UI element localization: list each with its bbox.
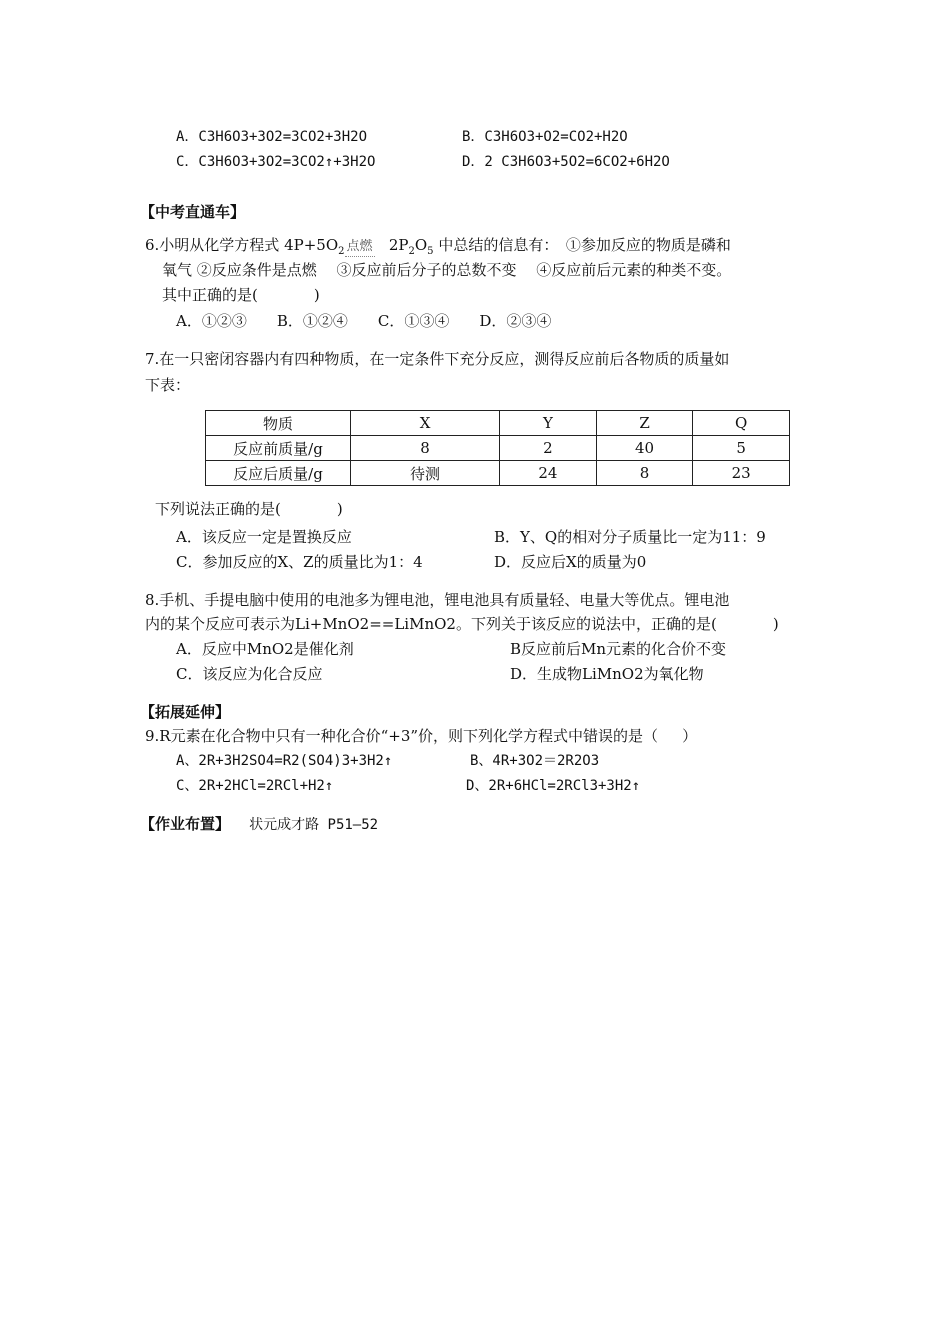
table-cell: 反应前质量/g	[206, 436, 351, 461]
mass-table	[205, 410, 790, 486]
q7-question-text: 下列说法正确的是(	[155, 500, 281, 518]
q7-option-a: A．该反应一定是置换反应	[176, 528, 352, 546]
q7-option-c: C．参加反应的X、Z的质量比为1：4	[176, 553, 423, 571]
q8-line1: 8.手机、手提电脑中使用的电池多为锂电池，锂电池具有质量轻、电量大等优点。锂电池	[145, 591, 730, 609]
q7-question-close: )	[336, 500, 343, 518]
table-row	[206, 461, 790, 486]
q9-option-b: B、4R+3O2＝2R2O3	[470, 753, 600, 769]
q6-options: A．①②③ B．①②④ C．①③④ D．②③④	[176, 312, 552, 330]
q8-question-close: )	[772, 615, 779, 633]
q6-suffix: 中总结的信息有： ①参加反应的物质是磷和	[433, 236, 731, 254]
q8-option-b: B反应前后Mn元素的化合价不变	[510, 640, 727, 658]
q6-line2: 氧气 ②反应条件是点燃 ③反应前后分子的总数不变 ④反应前后元素的种类不变。	[162, 261, 732, 279]
table-cell: 24	[500, 461, 597, 486]
q6-product: 2P	[388, 236, 409, 254]
q6-reaction-condition: 点燃	[345, 236, 375, 258]
section-header-zhongkao: 【中考直通车】	[140, 203, 246, 221]
table-cell: 8	[596, 461, 693, 486]
q6-question-close: )	[313, 286, 320, 304]
table-cell: 物质	[206, 411, 351, 436]
section-header-tuozhan: 【拓展延伸】	[140, 703, 231, 721]
q6-o2-subscript: 2	[338, 246, 345, 257]
q7-option-d: D．反应后X的质量为0	[494, 553, 647, 571]
q6-p2-subscript: 2	[408, 246, 415, 257]
q5-option-b: B．C3H6O3+O2=CO2+H2O	[462, 129, 628, 145]
q7-line1: 7.在一只密闭容器内有四种物质，在一定条件下充分反应，测得反应前后各物质的质量如	[145, 350, 730, 368]
homework-text: 状元成才路 P51—52	[249, 817, 379, 833]
q5-option-c: C．C3H6O3+3O2=3CO2↑+3H2O	[176, 154, 376, 170]
q7-question	[155, 498, 343, 520]
table-cell: 2	[500, 436, 597, 461]
q9-option-d: D、2R+6HCl=2RCl3+3H2↑	[466, 778, 641, 794]
q8-option-d: D．生成物LiMnO2为氧化物	[510, 665, 704, 683]
q9-question-text: 9.R元素在化合物中只有一种化合价“+3”价，则下列化学方程式中错误的是（	[145, 727, 659, 745]
q8-question-text: 内的某个反应可表示为Li+MnO2==LiMnO2。下列关于该反应的说法中，正确的是(	[145, 615, 717, 633]
table-cell: Z	[596, 411, 693, 436]
homework-line	[140, 813, 378, 836]
table-cell: 40	[596, 436, 693, 461]
table-cell: 5	[693, 436, 790, 461]
q9-line1	[145, 725, 697, 747]
table-cell: 23	[693, 461, 790, 486]
homework-label: 【作业布置】	[140, 815, 231, 833]
table-row	[206, 436, 790, 461]
table-cell: 待测	[351, 461, 500, 486]
table-cell: X	[351, 411, 500, 436]
q9-option-c: C、2R+2HCl=2RCl+H2↑	[176, 778, 334, 794]
table-cell: Q	[693, 411, 790, 436]
q9-question-close: ）	[682, 727, 698, 745]
table-cell: Y	[500, 411, 597, 436]
q8-line2	[145, 613, 779, 635]
q6-prefix: 6.小明从化学方程式 4P+5O	[145, 236, 339, 254]
q6-question: 其中正确的是(	[162, 286, 258, 304]
q5-option-a: A．C3H6O3+3O2=3CO2+3H2O	[176, 129, 368, 145]
q9-option-a: A、2R+3H2SO4=R2(SO4)3+3H2↑	[176, 753, 393, 769]
table-row	[206, 411, 790, 436]
q5-option-d: D．2 C3H6O3+5O2=6CO2+6H2O	[462, 154, 670, 170]
q6-product-o: O	[414, 236, 428, 254]
q6-o5-subscript: 5	[427, 246, 434, 257]
q7-option-b: B．Y、Q的相对分子质量比一定为11：9	[494, 528, 766, 546]
q8-option-c: C．该反应为化合反应	[176, 665, 323, 683]
q6-line3	[162, 284, 320, 306]
table-cell: 反应后质量/g	[206, 461, 351, 486]
q8-option-a: A．反应中MnO2是催化剂	[176, 640, 354, 658]
table-cell: 8	[351, 436, 500, 461]
q7-line2: 下表：	[145, 376, 191, 394]
